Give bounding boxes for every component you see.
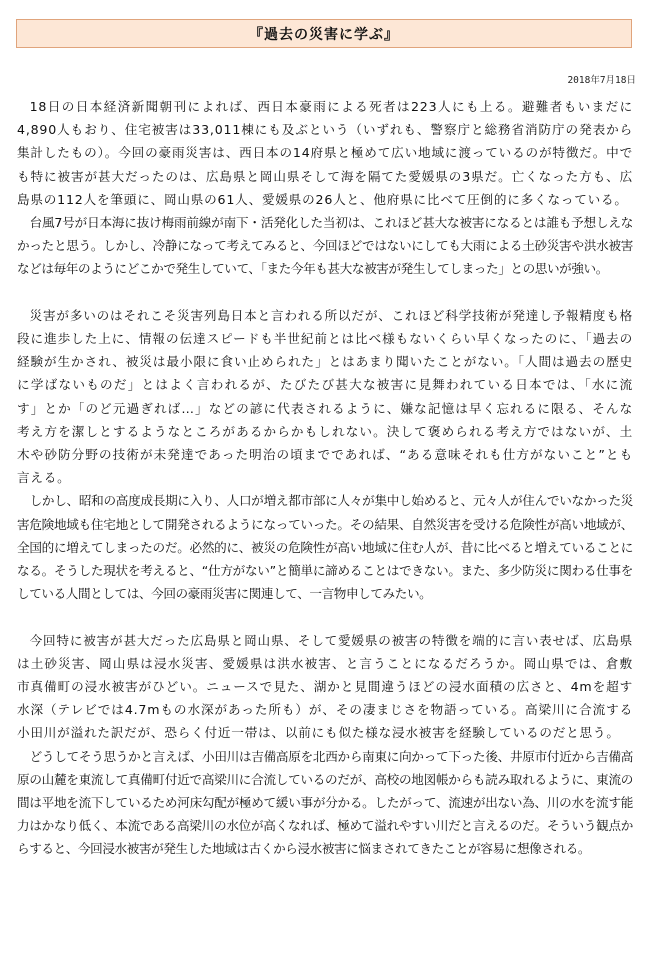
paragraph-5: 今回特に被害が甚大だった広島県と岡山県、そして愛媛県の被害の特徴を端的に言い表せば、広島県は土砂災害、岡山県は浸水災害、愛媛県は洪水被害、と言うことになるだろうか。岡山県では、倉敷市真備町の浸水被害がひどい。ニュースで見た、湖かと見間違うほどの浸水面積の広さと、4mを超す水深（テレビでは4.7mもの水深があった所も）が、その凄まじさを物語っている。高梁川に合流する小田川が溢れた訳だが、恐らく付近一帯は、以前にも似た様な浸水被害を経験しているのだと思う。 xyxy=(17,632,633,741)
document-body xyxy=(17,95,633,861)
document-title-box xyxy=(16,19,632,48)
paragraph-6: どうしてそう思うかと言えば、小田川は吉備高原を北西から南東に向かって下った後、井原市付近から吉備高原の山麓を東流して真備町付近で高梁川に合流しているのだが、高校の地図帳からも読み取れるように、東流の間は平地を流下しているため河床勾配が極めて緩い事が分かる。したがって、流速が出ない為、川の水を流す能力はかなり低く、本流である高梁川の水位が高くなれば、極めて溢れやすい川だと言えるのだ。そういう観点からすると、今回浸水被害が発生した地域は古くから浸水被害に悩まされてきたことが容易に想像される。 xyxy=(17,748,633,857)
paragraph-1: 18日の日本経済新聞朝刊によれば、西日本豪雨による死者は223人にも上る。避難者もいまだに4,890人もおり、住宅被害は33,011棟にも及ぶという（いずれも、警察庁と総務省消防庁の発表から集計したもの）。今回の豪雨災害は、西日本の14府県と極めて広い地域に渡っているのが特徴だ。中でも特に被害が甚大だったのは、広島県と岡山県そして海を隔てた愛媛県の3県だ。亡くなった方も、広島県の112人を筆頭に、岡山県の61人、愛媛県の26人と、他府県に比べて圧倒的に多くなっている。 xyxy=(17,99,633,207)
paragraph-gap xyxy=(17,281,633,304)
paragraph-2: 台風7号が日本海に抜け梅雨前線が南下・活発化した当初は、これほど甚大な被害になるとは誰も予想しえなかったと思う。しかし、冷静になって考えてみると、今回ほどではないにしても大雨による土砂災害や洪水被害などは毎年のようにどこかで発生していて、「また今年も甚大な被害が発生してしまった」との思いが強い。 xyxy=(17,215,633,277)
paragraph-4: しかし、昭和の高度成長期に入り、人口が増え都市部に人々が集中し始めると、元々人が住んでいなかった災害危険地域も住宅地として開発されるようになっていった。その結果、自然災害を受ける危険性が高い地域が、全国的に増えてしまったのだ。必然的に、被災の危険性が高い地域に住む人が、昔に比べると増えていることになる。そうした現状を考えると、“仕方がない”と簡単に諦めることはできない。また、多少防災に関わる仕事をしている人間としては、今回の豪雨災害に関連して、一言物申してみたい。 xyxy=(17,493,633,602)
document-date: 2018年7月18日 xyxy=(567,75,636,86)
paragraph-3: 災害が多いのはそれこそ災害列島日本と言われる所以だが、これほど科学技術が発達し予報精度も格段に進歩した上に、情報の伝達スピードも半世紀前とは比べ様もないくらい早くなったのに、「過去の経験が生かされ、被災は最小限に食い止められた」とはあまり聞いたことがない。「人間は過去の歴史に学ばないものだ」とはよく言われるが、たびたび甚大な被害に見舞われている日本では、「水に流す」とか「のど元過ぎれば…」などの諺に代表されるように、嫌な記憶は早く忘れるに限る、そんな考え方を潔しとするようなところがあるからかもしれない。決して褒められる考え方ではないが、土木や砂防分野の技術が未発達であった明治の頃までであれば、“ある意味それも仕方がないこと”とも言える。 xyxy=(17,307,633,486)
document-title: 『過去の災害に学ぶ』 xyxy=(249,26,399,43)
paragraph-gap xyxy=(17,605,633,628)
